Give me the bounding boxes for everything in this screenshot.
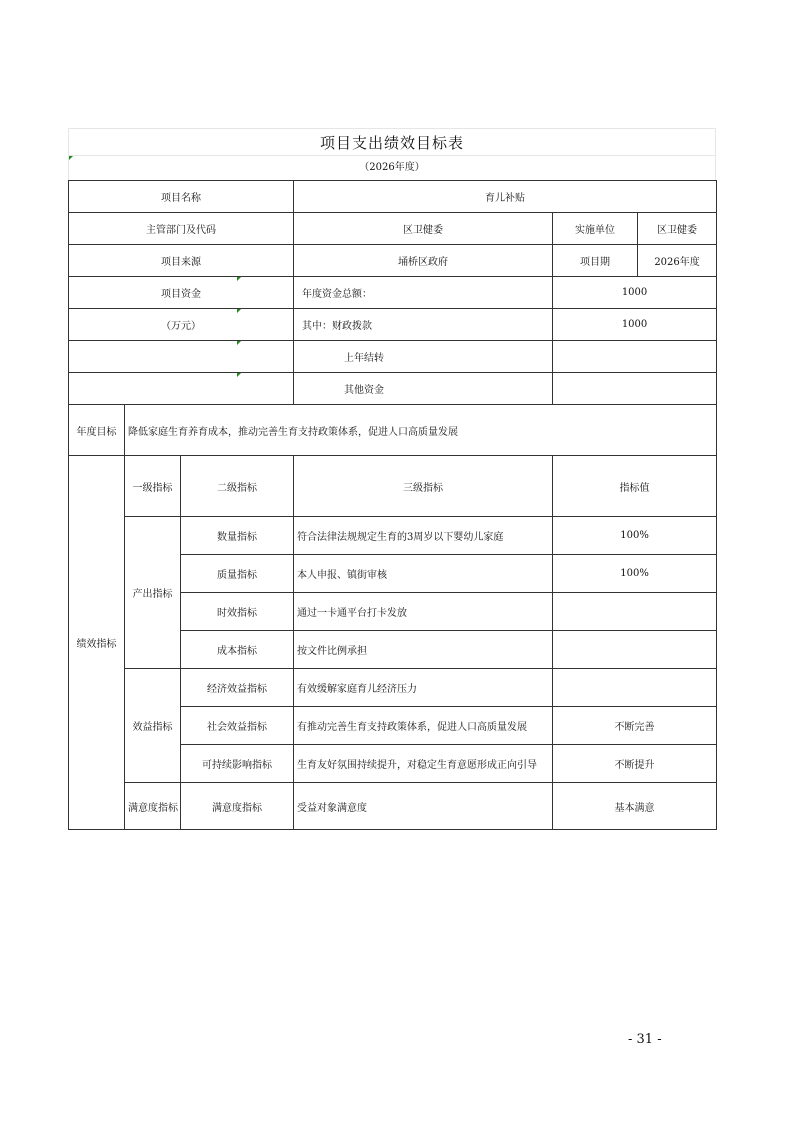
table-row: [69, 669, 717, 707]
table-row: [69, 373, 717, 405]
level2-cell: 质量指标: [181, 555, 294, 593]
level3-cell: 有效缓解家庭育儿经济压力: [294, 669, 553, 707]
dept-label: 主管部门及代码: [69, 213, 294, 245]
level2-cell: 成本指标: [181, 631, 294, 669]
source-label: 项目来源: [69, 245, 294, 277]
header-value: 指标值: [553, 456, 717, 517]
table-row: [69, 405, 717, 456]
value-cell: 100%: [553, 517, 717, 555]
level3-cell: 生育友好氛围持续提升，对稳定生育意愿形成正向引导: [294, 745, 553, 783]
source-value: 埇桥区政府: [294, 245, 553, 277]
project-name-value: 育儿补贴: [294, 181, 717, 213]
dept-value: 区卫健委: [294, 213, 553, 245]
level2-cell: 时效指标: [181, 593, 294, 631]
header-level2: 二级指标: [181, 456, 294, 517]
header-level1: 一级指标: [125, 456, 181, 517]
fund-label: 项目资金: [69, 277, 294, 309]
level2-cell: 满意度指标: [181, 783, 294, 830]
table-row: [69, 783, 717, 830]
header-level3: 三级指标: [294, 456, 553, 517]
table-row: [69, 277, 717, 309]
fund-other-label: 其他资金: [294, 373, 553, 405]
performance-table: [68, 180, 717, 830]
benefit-indicator-label: 效益指标: [125, 669, 181, 783]
table-row: [69, 341, 717, 373]
fund-carry-label: 上年结转: [294, 341, 553, 373]
fund-unit: （万元）: [69, 309, 294, 341]
level3-cell: 本人申报、镇街审核: [294, 555, 553, 593]
level2-cell: 社会效益指标: [181, 707, 294, 745]
output-indicator-label: 产出指标: [125, 517, 181, 669]
period-label: 项目期: [553, 245, 638, 277]
table-row: [69, 456, 717, 517]
level2-cell: 经济效益指标: [181, 669, 294, 707]
fiscal-year: （2026年度）: [68, 156, 716, 180]
level3-cell: 符合法律法规规定生育的3周岁以下婴幼儿家庭: [294, 517, 553, 555]
level3-cell: 有推动完善生育支持政策体系，促进人口高质量发展: [294, 707, 553, 745]
fund-fiscal-value: 1000: [553, 309, 717, 341]
indicators-section-label: 绩效指标: [69, 456, 125, 830]
cell-marker-icon: [69, 156, 73, 160]
value-cell: [553, 593, 717, 631]
value-cell: 100%: [553, 555, 717, 593]
level2-cell: 可持续影响指标: [181, 745, 294, 783]
fund-carry-value: [553, 341, 717, 373]
empty-cell: [69, 373, 294, 405]
table-title: 项目支出绩效目标表: [68, 128, 716, 156]
level2-cell: 数量指标: [181, 517, 294, 555]
impl-unit-value: 区卫健委: [638, 213, 717, 245]
value-cell: [553, 631, 717, 669]
impl-unit-label: 实施单位: [553, 213, 638, 245]
annual-goal-label: 年度目标: [69, 405, 125, 456]
table-row: [69, 213, 717, 245]
annual-goal-text: 降低家庭生育养育成本，推动完善生育支持政策体系，促进人口高质量发展: [125, 405, 717, 456]
level3-cell: 通过一卡通平台打卡发放: [294, 593, 553, 631]
value-cell: [553, 669, 717, 707]
fund-total-label: 年度资金总额：: [294, 277, 553, 309]
value-cell: 不断完善: [553, 707, 717, 745]
value-cell: 不断提升: [553, 745, 717, 783]
project-name-label: 项目名称: [69, 181, 294, 213]
level3-cell: 受益对象满意度: [294, 783, 553, 830]
level3-cell: 按文件比例承担: [294, 631, 553, 669]
satisfaction-indicator-label: 满意度指标: [125, 783, 181, 830]
table-row: [69, 181, 717, 213]
page-number: - 31 -: [628, 1032, 662, 1047]
fund-other-value: [553, 373, 717, 405]
period-value: 2026年度: [638, 245, 717, 277]
table-row: [69, 245, 717, 277]
fund-fiscal-label: 其中：财政拨款: [294, 309, 553, 341]
value-cell: 基本满意: [553, 783, 717, 830]
table-row: [69, 309, 717, 341]
empty-cell: [69, 341, 294, 373]
table-row: [69, 517, 717, 555]
fund-total-value: 1000: [553, 277, 717, 309]
